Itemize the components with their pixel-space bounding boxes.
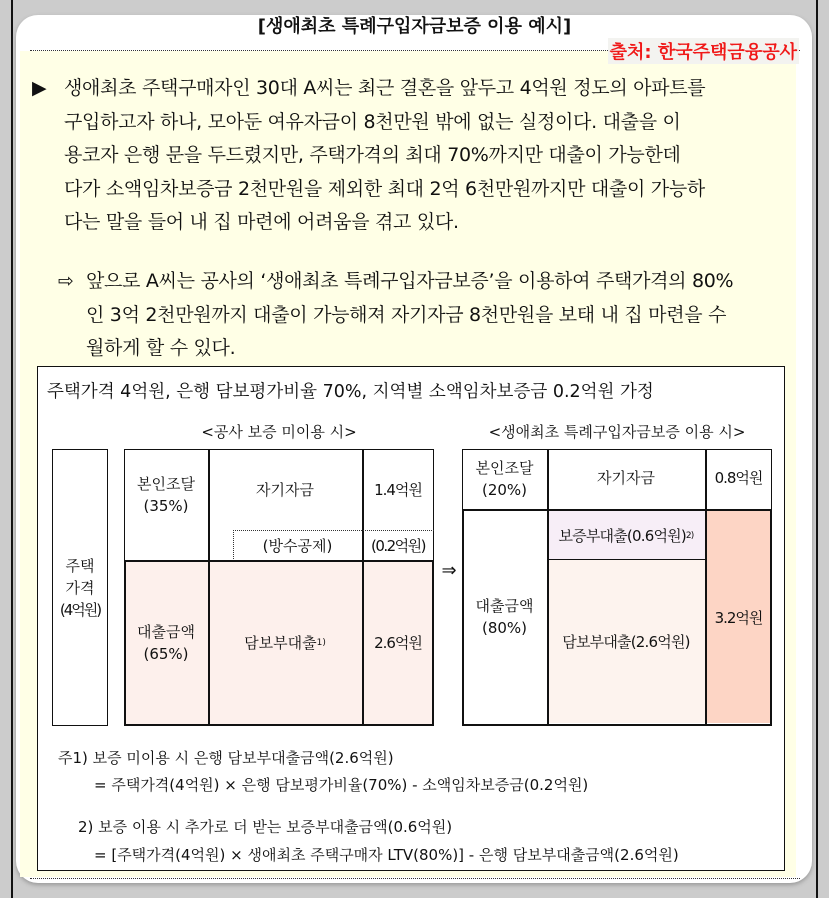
- total-loan-amount: 3.2억원: [714, 609, 763, 627]
- arrow-bullet-icon: ⇨: [58, 270, 74, 292]
- cell-text: 보증부대출(0.6억원): [558, 527, 686, 545]
- mortgage-cell: [208, 630, 362, 656]
- cell-text: (80%): [481, 619, 528, 637]
- right-caption: <생애최초 특례구입자금보증 이용 시>: [488, 423, 746, 441]
- cell-text: 담보부대출: [244, 634, 317, 652]
- footnote-ref: 1): [316, 638, 326, 648]
- cell-text: (4억원): [59, 600, 101, 619]
- text-line: 생애최초 주택구매자인 30대 A씨는 최근 결혼을 앞두고 4억원 정도의 아파트를: [64, 77, 706, 99]
- right-mortgage-cell: 담보부대출(2.6억원): [562, 633, 690, 651]
- page-title: [생애최초 특례구입자금보증 이용 예시]: [257, 16, 572, 37]
- text-line: 앞으로 A씨는 공사의 ‘생애최초 특례구입자금보증’을 이용하여 주택가격의 80%: [86, 270, 734, 292]
- cell-text: (20%): [481, 481, 528, 499]
- left-caption: <공사 보증 미이용 시>: [201, 423, 357, 441]
- text-line: 다는 말을 들어 내 집 마련에 어려움을 겪고 있다.: [64, 211, 459, 233]
- note-1: 주1) 보증 미이용 시 은행 담보부대출금액(2.6억원): [58, 749, 394, 767]
- footnote-ref: 2): [685, 531, 694, 541]
- note-1-formula: = 주택가격(4억원) × 은행 담보평가비율(70%) - 소액임차보증금(0.2억원): [94, 776, 589, 794]
- col-divider: [208, 449, 210, 561]
- loan-amount: 2.6억원: [374, 634, 422, 652]
- intro-paragraph: [64, 72, 804, 240]
- guarantee-cell: [547, 523, 705, 549]
- loan-cell: [124, 618, 208, 668]
- cell-text: 주택: [65, 556, 95, 575]
- cell-text: 본인조달: [475, 459, 534, 477]
- house-price-cell: [52, 449, 108, 726]
- cell-text: (65%): [143, 645, 189, 663]
- right-own-funds-amount: 0.8억원: [714, 469, 763, 487]
- text-line: 구입하고자 하나, 모아둔 여유자금이 8천만원 밖에 없는 실정이다. 대출을 이: [64, 110, 681, 133]
- text-line: 다가 소액임차보증금 2천만원을 제외한 최대 2억 6천만원까지만 대출이 가능하: [64, 177, 705, 200]
- own-funds-label: 자기자금: [256, 481, 314, 499]
- deduction-label: (방수공제): [262, 537, 333, 555]
- note-2-formula: = [주택가격(4억원) × 생애최초 주택구매자 LTV(80%)] - 은행 담보부대출금액(2.6억원): [94, 846, 679, 864]
- note-2: 2) 보증 이용 시 추가로 더 받는 보증부대출금액(0.6억원): [78, 818, 453, 836]
- cell-text: 가격: [65, 578, 95, 597]
- deduction-amount: (0.2억원): [370, 537, 426, 555]
- result-paragraph: [86, 265, 806, 366]
- self-fund-cell: [124, 470, 208, 520]
- cell-text: (35%): [143, 497, 189, 515]
- assumption-text: 주택가격 4억원, 은행 담보평가비율 70%, 지역별 소액임차보증금 0.2억원 가정: [47, 382, 654, 402]
- bullet-triangle-icon: ▶: [32, 77, 47, 99]
- page-border-left: [11, 0, 13, 898]
- text-line: 용코자 은행 문을 두드렸지만, 주택가격의 최대 70%까지만 대출이 가능한데: [64, 144, 681, 166]
- right-own-funds-label: 자기자금: [597, 469, 655, 487]
- right-loan-cell: [462, 592, 547, 642]
- cell-text: 본인조달: [137, 475, 195, 493]
- own-funds-amount: 1.4억원: [374, 481, 422, 499]
- right-self-fund-cell: [462, 454, 547, 504]
- text-line: 월하게 할 수 있다.: [86, 337, 236, 359]
- cell-text: 대출금액: [137, 623, 195, 641]
- page-border-right: [816, 0, 818, 898]
- source-label: 출처: 한국주택금융공사: [608, 38, 799, 64]
- divider-bottom: [30, 878, 800, 879]
- transition-arrow-icon: ⇒: [441, 560, 457, 581]
- cell-text: 대출금액: [475, 597, 534, 615]
- text-line: 인 3억 2천만원까지 대출이 가능해져 자기자금 8천만원을 보태 내 집 마련을 수: [86, 303, 727, 326]
